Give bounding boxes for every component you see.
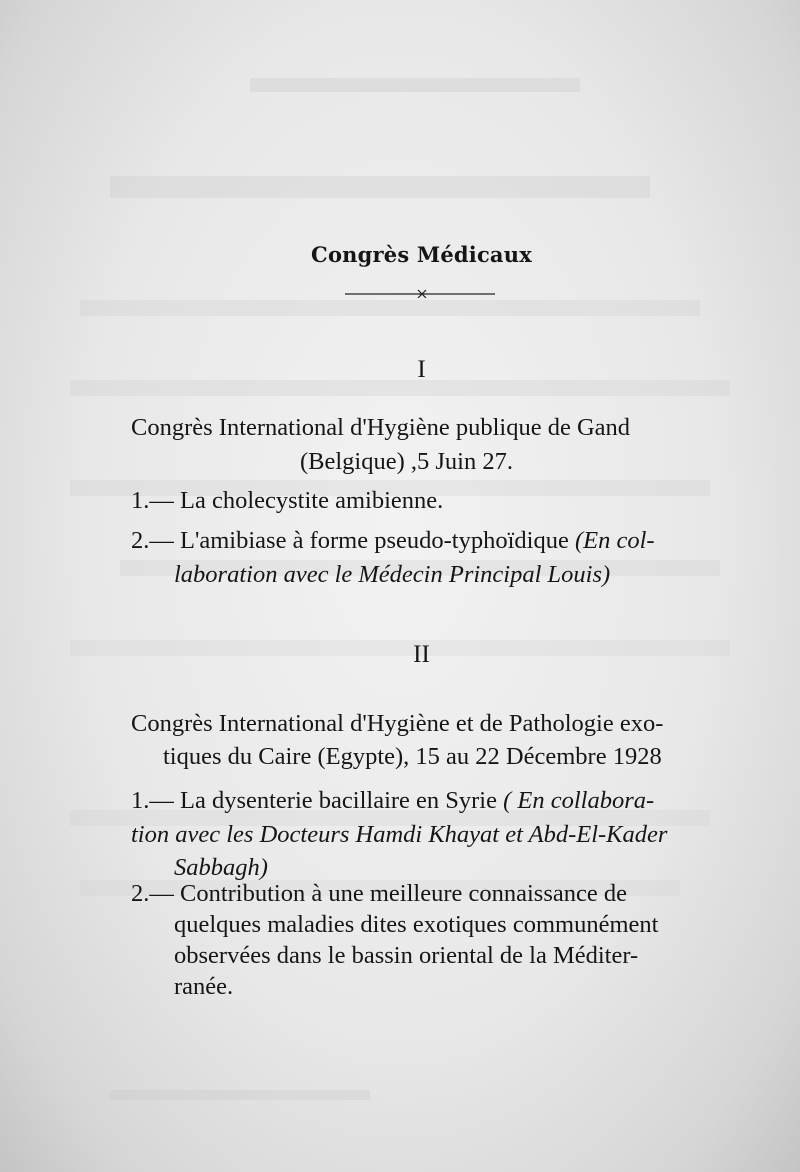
list-item: [131, 485, 443, 517]
section-numeral: I: [417, 356, 426, 383]
heading-divider: [345, 288, 495, 298]
item-text-continued: quelques maladies dites exotiques communément: [174, 911, 659, 938]
item-number: 1.—: [131, 487, 174, 514]
congress-title-continued: (Belgique) ,5 Juin 27.: [300, 448, 513, 475]
list-item: [131, 785, 654, 817]
item-text: Contribution à une meilleure connaissance de: [180, 880, 627, 907]
list-item: [131, 525, 655, 557]
item-text: L'amibiase à forme pseudo-typhoïdique: [180, 527, 569, 554]
item-number: 2.—: [131, 880, 174, 907]
collaboration-note: ( En collabora-: [503, 787, 655, 814]
collaboration-note-continued: Sabbagh): [174, 854, 268, 881]
item-text: La dysenterie bacillaire en Syrie: [180, 787, 497, 814]
congress-title: Congrès International d'Hygiène et de Pathologie exo-: [131, 710, 664, 737]
page-heading: Congrès Médicaux: [311, 242, 532, 267]
collaboration-note-continued: tion avec les Docteurs Hamdi Khayat et Abd-El-Kader: [131, 821, 668, 848]
section-numeral: II: [413, 641, 430, 668]
congress-title-continued: tiques du Caire (Egypte), 15 au 22 Décembre 1928: [163, 743, 662, 770]
item-text-continued: ranée.: [174, 973, 234, 1000]
item-text: La cholecystite amibienne.: [180, 487, 444, 514]
item-text-continued: observées dans le bassin oriental de la Méditer-: [174, 942, 639, 969]
congress-title: Congrès International d'Hygiène publique de Gand: [131, 414, 631, 441]
item-number: 1.—: [131, 787, 174, 814]
collaboration-note: (En col-: [574, 527, 655, 554]
item-number: 2.—: [131, 527, 174, 554]
collaboration-note-continued: laboration avec le Médecin Principal Louis): [174, 561, 611, 588]
list-item: [131, 878, 627, 910]
